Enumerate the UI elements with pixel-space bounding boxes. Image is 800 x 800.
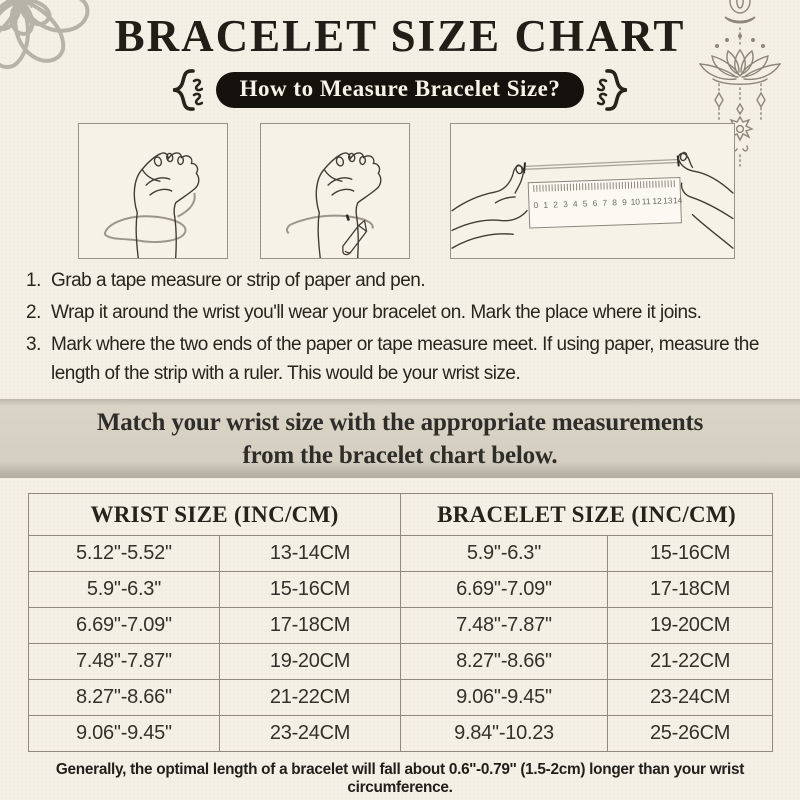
footer-note: Generally, the optimal length of a bracelet will fall about 0.6''-0.79'' (1.5-2cm) longer than your wrist circumference. [55,761,745,796]
illustration-wrap-tape [78,123,228,259]
ruler-graphic [528,177,683,228]
bracelet-cm-cell: 25-26CM [608,716,773,752]
wrist-inch-cell: 9.06''-9.45'' [29,716,220,752]
wrist-inch-cell: 8.27''-8.66'' [29,680,220,716]
match-size-banner [0,399,800,478]
wrist-cm-cell: 17-18CM [220,608,401,644]
bracelet-cm-cell: 17-18CM [608,572,773,608]
wrist-cm-cell: 19-20CM [220,644,401,680]
wrist-cm-cell: 21-22CM [220,680,401,716]
wrist-cm-cell: 13-14CM [220,536,401,572]
table-row [29,572,773,608]
size-chart-table [28,493,773,752]
banner-line-2: from the bracelet chart below. [242,441,558,469]
wrist-cm-cell: 23-24CM [220,716,401,752]
ruler-number: 9 [622,196,628,208]
ruler-number: 6 [592,197,598,209]
wrist-inch-cell: 5.9''-6.3'' [29,572,220,608]
ruler-number: 7 [602,197,608,208]
ruler-number: 2 [553,199,559,210]
bracelet-inch-cell: 9.84''-10.23 [401,716,608,752]
ruler-number: 13 [663,195,673,206]
left-hand-graphic [452,164,527,248]
ruler-measure-graphic [451,124,734,258]
wrist-size-header: WRIST SIZE (INC/CM) [29,494,401,536]
ruler-number: 1 [543,199,549,210]
page-title: BRACELET SIZE CHART [114,11,686,61]
illustration-mark-pen [260,123,410,259]
wrist-inch-cell: 5.12''-5.52'' [29,536,220,572]
table-row [29,644,773,680]
right-hand-graphic [679,152,733,249]
wrist-cm-cell: 15-16CM [220,572,401,608]
ruler-number: 12 [652,195,662,207]
hand-with-pen-graphic [261,124,409,258]
measure-steps-list [26,266,778,391]
step-text: Grab a tape measure or strip of paper and pen. [51,270,426,291]
ruler-number: 4 [572,198,578,209]
ruler-number: 0 [533,200,539,211]
bracelet-cm-cell: 19-20CM [608,608,773,644]
ruler-number: 10 [630,196,641,207]
flourish-right-icon [597,68,631,112]
bracelet-inch-cell: 8.27''-8.66'' [401,644,608,680]
table-row [29,608,773,644]
step-text: Mark where the two ends of the paper or tape measure meet. If using paper, measure the length of the strip with a ruler. This would be your wrist size. [51,334,759,384]
table-row [29,680,773,716]
how-to-measure-badge: How to Measure Bracelet Size? [216,72,585,108]
step-text: Wrap it around the wrist you'll wear your bracelet on. Mark the place where it joins. [51,302,702,323]
ruler-number: 5 [582,198,588,209]
bracelet-inch-cell: 9.06''-9.45'' [401,680,608,716]
bracelet-inch-cell: 7.48''-7.87'' [401,608,608,644]
bracelet-cm-cell: 15-16CM [608,536,773,572]
flourish-left-icon [169,68,203,112]
ruler-number: 11 [641,196,651,207]
bracelet-inch-cell: 5.9''-6.3'' [401,536,608,572]
step-number: 1. [26,270,41,291]
how-to-measure-badge-row [0,68,800,112]
bracelet-inch-cell: 6.69''-7.09'' [401,572,608,608]
step-1 [26,266,778,295]
bracelet-size-header: BRACELET SIZE (INC/CM) [401,494,773,536]
ruler-number: 3 [562,199,568,210]
ruler-number: 14 [672,195,683,206]
bracelet-cm-cell: 21-22CM [608,644,773,680]
table-row [29,536,773,572]
wrist-inch-cell: 7.48''-7.87'' [29,644,220,680]
hand-with-tape-graphic [79,124,227,258]
table-row [29,716,773,752]
table-header-row [29,494,773,536]
step-3 [26,330,778,388]
bracelet-cm-cell: 23-24CM [608,680,773,716]
paper-strip-graphic [525,159,679,169]
step-2 [26,298,778,327]
step-number: 3. [26,334,41,355]
illustration-ruler-measure [450,123,735,259]
banner-line-1: Match your wrist size with the appropriate measurements [96,408,704,436]
wrist-inch-cell: 6.69''-7.09'' [29,608,220,644]
step-number: 2. [26,302,41,323]
ruler-number: 8 [612,197,618,208]
